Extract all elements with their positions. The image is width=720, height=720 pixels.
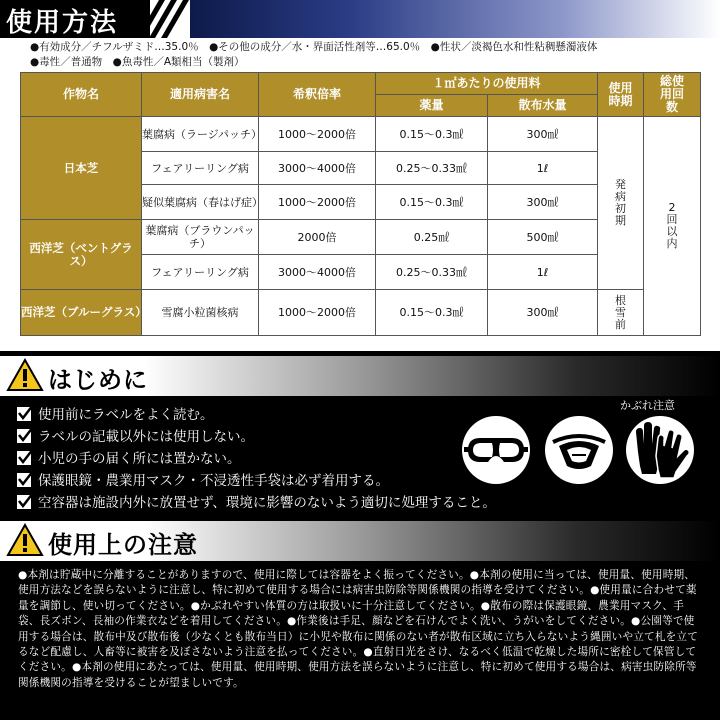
crop-cell: 西洋芝（ブルーグラス）	[21, 290, 142, 336]
checklist-text: 小児の手の届く所には置かない。	[38, 451, 241, 467]
goggles-icon	[462, 416, 530, 484]
product-properties	[30, 40, 720, 70]
disease-cell: 葉腐病（ブラウンパッチ）	[142, 220, 259, 255]
timing-onset-cell: 発病初期	[598, 117, 644, 290]
cautions-title: 使用上の注意	[48, 531, 198, 559]
checklist-item	[16, 490, 496, 512]
timing-snow-cell: 根雪前	[598, 290, 644, 336]
cautions-heading-bar	[0, 521, 720, 561]
water-cell: 1ℓ	[488, 255, 598, 290]
dilution-cell: 3000～4000倍	[259, 255, 376, 290]
cautions-text: ●本剤は貯蔵中に分離することがありますので、使用に際しては容器をよく振ってください。●本剤の使用に当っては、使用量、使用時期、使用方法などを誤らないように注意し、特に初めて使用する場合には病害虫防除等関係機関の指導を受けてください。●使用量に合わせて薬量を調節し、使い切ってください。●かぶれやすい体質の方は取扱いに十分注意してください。●散布の際は保護眼鏡、農業用マスク、手袋、長ズボン、長袖の作業衣などを着用してください。●作業後は手足、顔などを石けんでよく洗い、うがいをしてください。●公園等で使用する場合は、散布中及び散布後（少なくとも散布当日）に小児や散布に関係のない者が散布区域に立ち入らないよう縄囲いや立て札を立てるなど配慮し、人畜等に被害を及ぼさないよう注意を払ってください。●直射日光をさけ、なるべく低温で乾燥した場所に密栓して保管してください。●本剤の使用にあたっては、使用量、使用時期、使用方法を誤らないように注意し、特に初めて使用する場合は、病害虫防除所等関係機関の指導を受けることが望ましいです。	[18, 569, 699, 689]
header-crop: 作物名	[21, 73, 142, 117]
checklist-item	[16, 402, 476, 424]
ppe-caution-label: かぶれ注意	[620, 399, 675, 412]
dilution-cell: 1000～2000倍	[259, 290, 376, 336]
water-cell: 300㎖	[488, 290, 598, 336]
gloves-icon	[626, 416, 694, 484]
header-water: 散布水量	[488, 95, 598, 117]
dilution-cell: 2000倍	[259, 220, 376, 255]
table-row	[21, 117, 701, 152]
warning-icon	[6, 523, 44, 557]
properties-line: ●毒性／普通物 ●魚毒性／A類相当（製剤）	[30, 56, 245, 68]
disease-cell: 葉腐病（ラージパッチ）	[142, 117, 259, 152]
disease-cell: 疑似葉腐病（春はげ症）	[142, 185, 259, 220]
disease-cell: フェアリーリング病	[142, 255, 259, 290]
header-timing: 使用時期	[598, 73, 644, 117]
checkbox-checked-icon	[16, 470, 34, 488]
page-header	[0, 0, 720, 38]
crop-cell: 日本芝	[21, 117, 142, 220]
water-cell: 1ℓ	[488, 152, 598, 185]
checklist-item	[16, 424, 476, 446]
chemical-cell: 0.15～0.3㎖	[376, 290, 488, 336]
chemical-cell: 0.25～0.33㎖	[376, 255, 488, 290]
times-cell: 2回以内	[644, 117, 701, 336]
header-times: 総使用回数	[644, 73, 701, 117]
properties-line: ●有効成分／チフルザミド…35.0％ ●その他の成分／水・界面活性剤等…65.0％ ●性状／淡褐色水和性粘稠懸濁液体	[30, 41, 598, 53]
checkbox-checked-icon	[16, 448, 34, 466]
disease-cell: 雪腐小粒菌核病	[142, 290, 259, 336]
crop-cell: 西洋芝（ベントグラス）	[21, 220, 142, 290]
chemical-cell: 0.15～0.3㎖	[376, 185, 488, 220]
header-per-sqm: １㎡あたりの使用料	[376, 73, 598, 95]
header-disease: 適用病害名	[142, 73, 259, 117]
dilution-cell: 3000～4000倍	[259, 152, 376, 185]
water-cell: 500㎖	[488, 220, 598, 255]
checklist-text: ラベルの記載以外には使用しない。	[38, 429, 254, 445]
water-cell: 300㎖	[488, 117, 598, 152]
intro-checklist	[16, 402, 496, 512]
header-chemical: 薬量	[376, 95, 488, 117]
dilution-cell: 1000～2000倍	[259, 117, 376, 152]
header-dilution: 希釈倍率	[259, 73, 376, 117]
dilution-cell: 1000～2000倍	[259, 185, 376, 220]
checklist-item	[16, 468, 476, 490]
chemical-cell: 0.25～0.33㎖	[376, 152, 488, 185]
intro-heading-bar	[0, 356, 720, 396]
usage-table	[20, 72, 701, 336]
checkbox-checked-icon	[16, 426, 34, 444]
checkbox-checked-icon	[16, 492, 34, 510]
checkbox-checked-icon	[16, 404, 34, 422]
checklist-text: 保護眼鏡・農業用マスク・不浸透性手袋は必ず着用する。	[38, 473, 389, 489]
mask-icon	[545, 416, 613, 484]
header-gradient-band	[190, 0, 720, 38]
chemical-cell: 0.25㎖	[376, 220, 488, 255]
disease-cell: フェアリーリング病	[142, 152, 259, 185]
intro-title: はじめに	[48, 366, 148, 394]
checklist-text: 空容器は施設内外に放置せず、環境に影響のないよう適切に処理すること。	[38, 495, 496, 511]
water-cell: 300㎖	[488, 185, 598, 220]
checklist-item	[16, 446, 476, 468]
chemical-cell: 0.15～0.3㎖	[376, 117, 488, 152]
page-title: 使用方法	[6, 8, 119, 38]
table-row	[21, 290, 701, 336]
checklist-text: 使用前にラベルをよく読む。	[38, 407, 214, 423]
warning-icon	[6, 358, 44, 392]
